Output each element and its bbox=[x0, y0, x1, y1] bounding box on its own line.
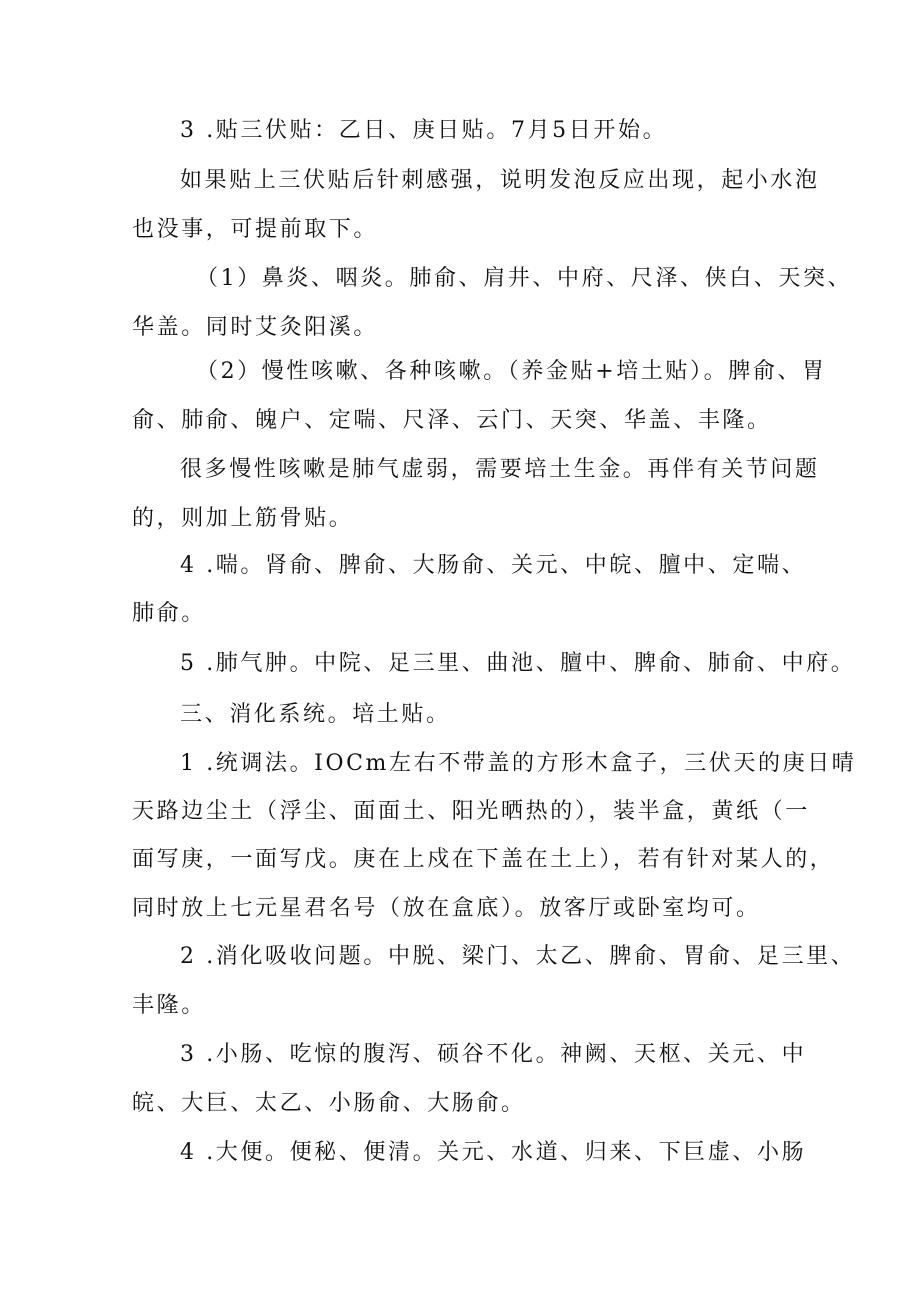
text-line: 肺俞。 bbox=[132, 601, 206, 626]
text-line: 2 .消化吸收问题。中脱、梁门、太乙、脾俞、胃俞、足三里、 bbox=[180, 944, 856, 969]
text-line: 如果贴上三伏贴后针刺感强，说明发泡反应出现，起小水泡 bbox=[180, 168, 820, 193]
text-line: 3 .小肠、吃惊的腹泻、硕谷不化。神阙、天枢、关元、中 bbox=[180, 1042, 807, 1067]
text-line: 丰隆。 bbox=[132, 993, 206, 1018]
text-line: （1）鼻炎、咽炎。肺俞、肩井、中府、尺泽、侠白、天突、 bbox=[196, 266, 853, 291]
text-line: 同时放上七元星君名号（放在盒底）。放客厅或卧室均可。 bbox=[132, 896, 761, 921]
text-line: 5 .肺气肿。中院、足三里、曲池、膻中、脾俞、肺俞、中府。 bbox=[180, 651, 856, 676]
text-line: 很多慢性咳嗽是肺气虚弱，需要培土生金。再伴有关节问题 bbox=[180, 457, 820, 482]
text-line: 华盖。同时艾灸阳溪。 bbox=[132, 315, 379, 340]
text-line: （2）慢性咳嗽、各种咳嗽。（养金贴+培土贴）。脾俞、胃 bbox=[196, 359, 827, 384]
text-line: 3 .贴三伏贴：乙日、庚日贴。7月5日开始。 bbox=[180, 118, 668, 143]
text-line: 4 .大便。便秘、便清。关元、水道、归来、下巨虚、小肠 bbox=[180, 1140, 807, 1165]
text-line: 俞、肺俞、魄户、定喘、尺泽、云门、天突、华盖、丰隆。 bbox=[132, 408, 772, 433]
section-heading: 三、消化系统。培土贴。 bbox=[180, 702, 451, 727]
text-line: 天路边尘土（浮尘、面面土、阳光晒热的），装半盒，黄纸（一 bbox=[132, 799, 810, 824]
text-line: 也没事，可提前取下。 bbox=[132, 217, 379, 242]
text-line: 面写庚，一面写戊。庚在上戍在下盖在土上），若有针对某人的， bbox=[132, 847, 835, 872]
text-line: 1 .统调法。IOCm左右不带盖的方形木盒子，三伏天的庚日晴 bbox=[180, 751, 857, 776]
text-line: 皖、大巨、太乙、小肠俞、大肠俞。 bbox=[132, 1091, 526, 1116]
text-line: 的，则加上筋骨贴。 bbox=[132, 506, 354, 531]
text-line: 4 .喘。肾俞、脾俞、大肠俞、关元、中皖、膻中、定喘、 bbox=[180, 553, 807, 578]
